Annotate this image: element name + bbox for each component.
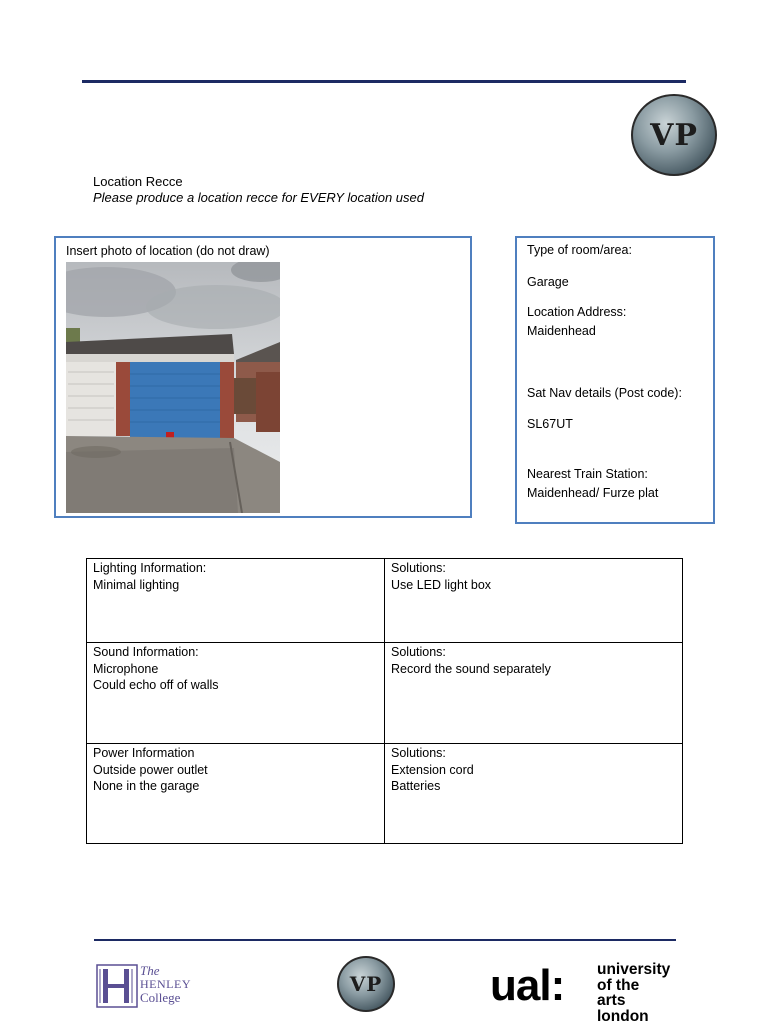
train-station-label: Nearest Train Station:: [527, 467, 648, 481]
ual-line-1: university: [597, 961, 671, 978]
henley-line-1: The: [140, 963, 160, 978]
photo-label: Insert photo of location (do not draw): [66, 244, 270, 258]
table-row-power: [87, 744, 683, 844]
lighting-info-cell: [87, 559, 385, 643]
sound-solution-cell: [385, 643, 683, 744]
cell-line: None in the garage: [93, 779, 200, 793]
vp-logo: [631, 94, 717, 176]
cell-line: Could echo off of walls: [93, 678, 219, 692]
cell-line: Solutions:: [391, 645, 446, 659]
address-value: Maidenhead: [527, 324, 596, 338]
recce-table: [86, 558, 683, 844]
henley-line-2: HENLEY: [140, 976, 191, 991]
sound-info-cell: [87, 643, 385, 744]
henley-college-name: [140, 964, 191, 1005]
ual-mark: ual:: [490, 961, 565, 1010]
vp-logo-text: VP: [650, 117, 698, 153]
power-info-cell: [87, 744, 385, 844]
cell-line: Batteries: [391, 779, 441, 793]
lighting-solution-cell: [385, 559, 683, 643]
room-type-label: Type of room/area:: [527, 243, 632, 257]
cell-line: Microphone: [93, 661, 159, 676]
cell-line: Use LED light box: [391, 577, 492, 592]
ual-line-2: of the arts: [597, 976, 640, 1009]
postcode-value: SL67UT: [527, 417, 573, 431]
table-row-lighting: [87, 559, 683, 643]
cell-line: Power Information: [93, 746, 195, 760]
page-subtitle: Please produce a location recce for EVERY location used: [93, 190, 424, 205]
top-divider: [82, 80, 686, 83]
cell-line: Outside power outlet: [93, 762, 208, 777]
cell-line: Extension cord: [391, 762, 474, 777]
satnav-label: Sat Nav details (Post code):: [527, 386, 682, 400]
ual-line-3: london: [597, 1007, 649, 1025]
cell-line: Solutions:: [391, 561, 446, 575]
henley-line-3: College: [140, 990, 181, 1005]
location-photo: [66, 262, 280, 513]
cell-line: Sound Information:: [93, 645, 199, 659]
page-title: Location Recce: [93, 174, 183, 189]
cell-line: Lighting Information:: [93, 561, 207, 575]
address-label: Location Address:: [527, 305, 627, 319]
photo-box: [54, 236, 472, 518]
train-station-value: Maidenhead/ Furze plat: [527, 486, 659, 500]
ual-wordmark: [597, 962, 670, 1024]
power-solution-cell: [385, 744, 683, 844]
room-type-value: Garage: [527, 275, 569, 289]
vp-logo-footer: [337, 956, 395, 1012]
cell-line: Solutions:: [391, 746, 446, 760]
vp-logo-footer-text: VP: [349, 972, 383, 996]
bottom-divider: [94, 939, 676, 941]
location-details-box: [515, 236, 715, 524]
table-row-sound: [87, 643, 683, 744]
cell-line: Minimal lighting: [93, 577, 180, 592]
cell-line: Record the sound separately: [391, 661, 551, 676]
